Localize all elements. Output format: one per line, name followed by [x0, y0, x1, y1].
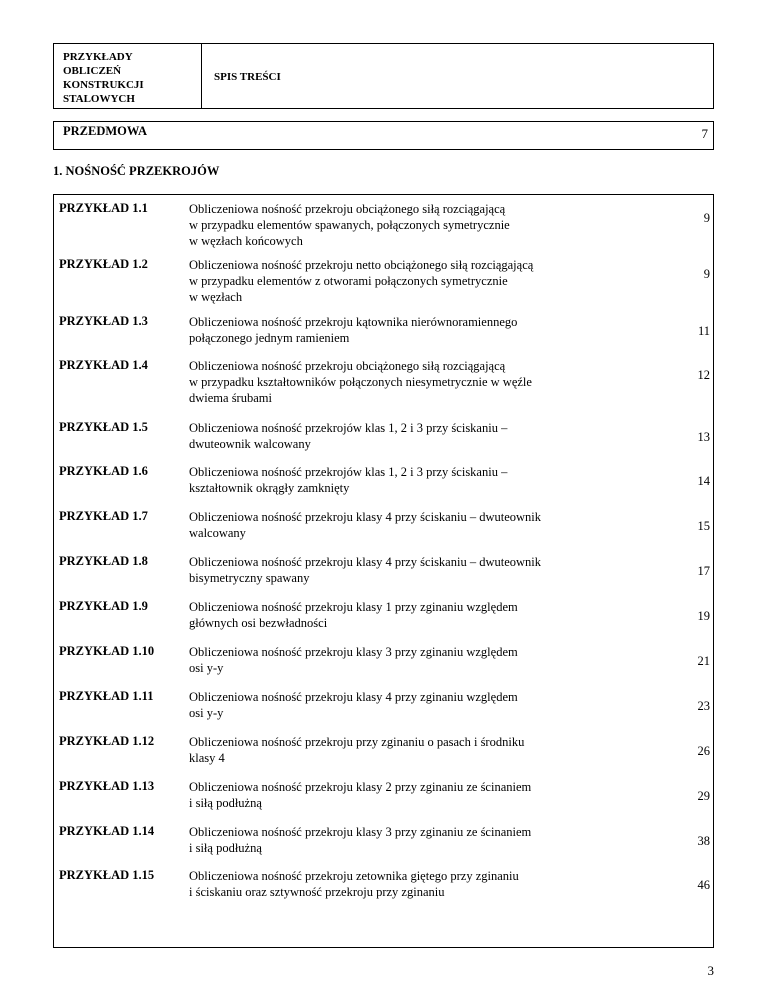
entry-label: PRZYKŁAD 1.10	[59, 644, 155, 658]
page-number: 3	[707, 963, 714, 978]
entry-title: Obliczeniowa nośność przekroju obciążonego siłą rozciągającą w przypadku elementów spawanych, połączonych symetrycznie w węzłach końcowych	[189, 202, 510, 248]
entry-page-number: 14	[697, 474, 710, 488]
entry-page-number: 13	[697, 430, 710, 444]
entry-label: PRZYKŁAD 1.5	[59, 420, 148, 434]
entry-label: PRZYKŁAD 1.13	[59, 779, 155, 793]
entry-label: PRZYKŁAD 1.9	[59, 599, 148, 613]
header-box	[53, 43, 714, 109]
toc-heading: SPIS TREŚCI	[214, 71, 281, 83]
entry-label: PRZYKŁAD 1.1	[59, 201, 148, 215]
entry-page-number: 26	[697, 744, 710, 758]
entry-title: Obliczeniowa nośność przekroju klasy 4 przy zginaniu względem osi y-y	[189, 690, 518, 720]
entry-page-number: 38	[697, 834, 710, 848]
entry-label: PRZYKŁAD 1.6	[59, 464, 148, 478]
entry-title: Obliczeniowa nośność przekroju klasy 4 przy ściskaniu – dwuteownik bisymetryczny spawany	[189, 555, 542, 585]
entry-title: Obliczeniowa nośność przekroju klasy 3 przy zginaniu ze ścinaniem i siłą podłużną	[189, 825, 532, 855]
entry-label: PRZYKŁAD 1.3	[59, 314, 148, 328]
entry-title: Obliczeniowa nośność przekroju klasy 2 przy zginaniu ze ścinaniem i siłą podłużną	[189, 780, 532, 810]
entry-page-number: 46	[697, 878, 710, 892]
entry-page-number: 29	[697, 789, 710, 803]
entry-page-number: 15	[697, 519, 710, 533]
entry-label: PRZYKŁAD 1.11	[59, 689, 154, 703]
entry-title: Obliczeniowa nośność przekroju klasy 1 przy zginaniu względem głównych osi bezwładności	[189, 600, 518, 630]
entry-page-number: 11	[697, 324, 710, 338]
entry-label: PRZYKŁAD 1.8	[59, 554, 148, 568]
entry-page-number: 21	[697, 654, 710, 668]
entry-page-number: 9	[703, 211, 710, 225]
entry-title: Obliczeniowa nośność przekrojów klas 1, 2 i 3 przy ściskaniu – dwuteownik walcowany	[189, 421, 508, 451]
preface-page-number: 7	[701, 126, 708, 141]
entry-label: PRZYKŁAD 1.7	[59, 509, 148, 523]
section-title: 1. NOŚNOŚĆ PRZEKROJÓW	[53, 164, 220, 178]
entry-label: PRZYKŁAD 1.14	[59, 824, 155, 838]
entry-label: PRZYKŁAD 1.15	[59, 868, 155, 882]
entry-page-number: 19	[697, 609, 710, 623]
entry-label: PRZYKŁAD 1.4	[59, 358, 148, 372]
entry-title: Obliczeniowa nośność przekroju netto obciążonego siłą rozciągającą w przypadku elementów z otworami połączonych symetrycznie w węzłach	[189, 258, 534, 304]
entry-page-number: 12	[697, 368, 710, 382]
preface-label: PRZEDMOWA	[63, 124, 148, 138]
entry-page-number: 23	[697, 699, 710, 713]
entry-title: Obliczeniowa nośność przekroju zetownika giętego przy zginaniu i ściskaniu oraz sztywność przekroju przy zginaniu	[189, 869, 519, 899]
entry-title: Obliczeniowa nośność przekroju przy zginaniu o pasach i środniku klasy 4	[189, 735, 525, 765]
entry-page-number: 17	[697, 564, 710, 578]
entry-title: Obliczeniowa nośność przekroju kątownika nierównoramiennego połączonego jednym ramieniem	[189, 315, 518, 345]
book-title: PRZYKŁADY OBLICZEŃ KONSTRUKCJI STALOWYCH	[63, 51, 144, 105]
preface-row[interactable]	[53, 121, 714, 150]
entry-title: Obliczeniowa nośność przekroju klasy 4 przy ściskaniu – dwuteownik walcowany	[189, 510, 542, 540]
entry-title: Obliczeniowa nośność przekroju obciążonego siłą rozciągającą w przypadku kształtowników połączonych niesymetrycznie w węźle dwiema śrubami	[189, 359, 532, 405]
entry-label: PRZYKŁAD 1.12	[59, 734, 155, 748]
entry-title: Obliczeniowa nośność przekrojów klas 1, 2 i 3 przy ściskaniu – kształtownik okrągły zamknięty	[189, 465, 508, 495]
header-left-cell	[54, 44, 202, 108]
entry-page-number: 9	[703, 267, 710, 281]
entry-title: Obliczeniowa nośność przekroju klasy 3 przy zginaniu względem osi y-y	[189, 645, 518, 675]
toc-table	[53, 194, 714, 948]
entry-label: PRZYKŁAD 1.2	[59, 257, 148, 271]
